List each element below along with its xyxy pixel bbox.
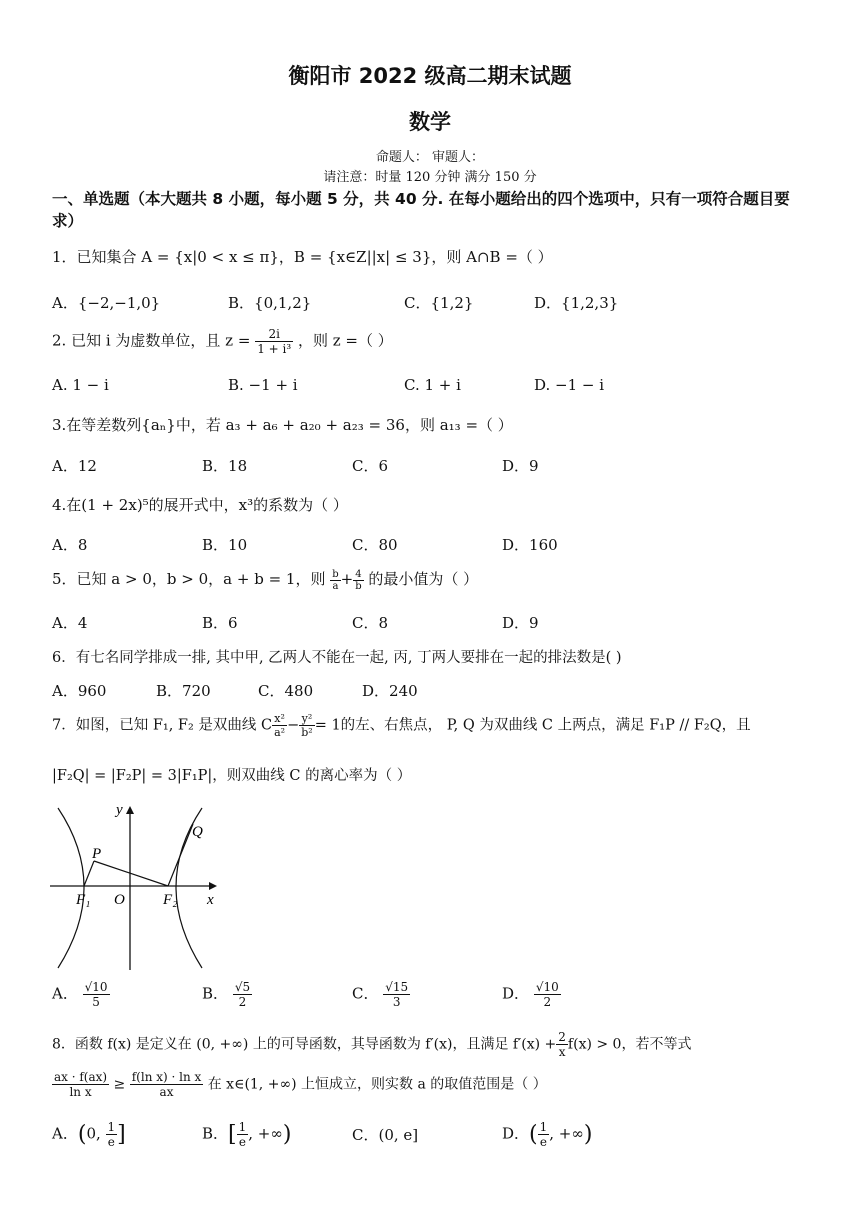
q8-b-fraction	[237, 1120, 249, 1149]
q8-frac-c-num: f(ln x) · ln x	[131, 1070, 202, 1084]
q2-option-a[interactable]: A. 1 − i	[52, 376, 109, 394]
q5-stem-post: 的最小值为（ ）	[368, 570, 479, 588]
q7-fraction-1	[272, 712, 287, 739]
q8-line1-post: f(x) > 0，若不等式	[567, 1036, 692, 1053]
exam-title: 衡阳市 2022 级高二期末试题	[288, 64, 572, 88]
q7-option-a[interactable]	[52, 980, 110, 1009]
label-x: x	[207, 892, 214, 908]
label-y: y	[116, 802, 123, 818]
q4-option-d[interactable]: D．160	[502, 536, 558, 554]
q2-stem-post: ，则 z =（ ）	[297, 331, 393, 350]
q8-a-letter: A．	[52, 1124, 78, 1143]
notice-line: 请注意：时量 120 分钟 满分 150 分	[323, 170, 537, 185]
question-3-stem: 3.在等差数列{aₙ}中，若 a₃ + a₆ + a₂₀ + a₂₃ = 36，则 a₁₃ =（ ）	[52, 416, 513, 434]
q8-frac-a	[556, 1030, 568, 1059]
q7-a-den: 5	[92, 995, 100, 1009]
q1-option-b[interactable]: B．{0,1,2}	[228, 294, 312, 312]
q7-a-letter: A．	[52, 984, 78, 1003]
q8-option-c[interactable]	[352, 1124, 418, 1145]
q3-option-d[interactable]: D．9	[502, 457, 539, 475]
q8-b-num: 1	[238, 1120, 247, 1134]
label-f1: F₁	[76, 892, 91, 908]
q3-option-a[interactable]: A．12	[52, 457, 97, 475]
question-8-stem-line2	[52, 1070, 547, 1099]
q2-frac-den: 1 + i³	[257, 342, 292, 356]
q8-a-num: 1	[107, 1120, 116, 1134]
q8-option-a[interactable]	[52, 1120, 126, 1149]
q8-option-d[interactable]	[502, 1120, 592, 1149]
q8-frac-c	[130, 1070, 204, 1099]
q5-option-b[interactable]: B．6	[202, 614, 238, 632]
question-4-stem: 4.在(1 + 2x)⁵的展开式中，x³的系数为（ ）	[52, 496, 348, 514]
q8-frac-b-num: ax · f(ax)	[54, 1070, 108, 1084]
q3-option-c[interactable]: C．6	[352, 457, 389, 475]
q6-option-a[interactable]: A．960	[52, 682, 107, 700]
authors-line: 命题人： 审题人：	[375, 150, 485, 165]
label-f2: F₂	[163, 892, 178, 908]
q8-line1-pre: 8．函数 f(x) 是定义在 (0, +∞) 上的可导函数，其导函数为 f′(x)，且满足 f′(x) +	[52, 1036, 557, 1053]
question-5-stem	[52, 568, 478, 592]
q5-stem-pre: 5．已知 a > 0，b > 0，a + b = 1，则	[52, 570, 326, 588]
q8-d-right-bracket: )	[583, 1122, 593, 1147]
hyperbola-left-branch	[58, 808, 84, 968]
question-1-stem: 1．已知集合 A = {x|0 < x ≤ π}，B = {x∈Z||x| ≤ 3}，则 A∩B =（ ）	[52, 248, 553, 266]
question-7-stem-line2: |F₂Q| = |F₂P| = 3|F₁P|，则双曲线 C 的离心率为（ ）	[52, 768, 412, 784]
q7-option-b[interactable]	[202, 980, 252, 1009]
segment-f2q	[168, 824, 193, 886]
q8-b-left-bracket: [	[228, 1122, 237, 1147]
label-p: P	[92, 846, 102, 862]
question-2-stem	[52, 327, 393, 356]
q7-c-letter: C．	[352, 984, 379, 1003]
q8-a-pre: 0,	[86, 1124, 106, 1143]
q4-option-c[interactable]: C．80	[352, 536, 398, 554]
y-axis-arrow	[126, 806, 134, 814]
q5-frac1-num: b	[332, 568, 339, 580]
q8-d-fraction	[538, 1120, 550, 1149]
q7-frac1-den: a²	[274, 726, 286, 739]
q7-a-fraction	[83, 980, 110, 1009]
q2-stem-pre: 2. 已知 i 为虚数单位，且 z =	[52, 331, 251, 350]
q8-frac-c-den: ax	[159, 1085, 174, 1099]
q1-option-a[interactable]: A．{−2,−1,0}	[52, 294, 161, 312]
q7-minus: −	[287, 717, 300, 734]
q7-frac2-num: y²	[299, 712, 314, 726]
q7-c-fraction	[383, 980, 410, 1009]
q8-d-letter: D．	[502, 1124, 530, 1143]
q6-option-c[interactable]: C．480	[258, 682, 314, 700]
q8-b-letter: B．	[202, 1124, 229, 1143]
q7-b-den: 2	[238, 995, 247, 1009]
q8-a-left-bracket: (	[77, 1122, 87, 1147]
segment-pf2	[94, 861, 168, 886]
q8-frac-b-den: ln x	[69, 1085, 92, 1099]
q7-d-num: √10	[535, 980, 559, 994]
q8-option-b[interactable]	[202, 1120, 291, 1149]
q7-d-letter: D．	[502, 984, 530, 1003]
q7-frac2-den: b²	[301, 726, 313, 739]
q8-a-den: e	[107, 1135, 115, 1149]
q7-b-fraction	[233, 980, 252, 1009]
q2-option-d[interactable]: D. −1 − i	[534, 376, 605, 394]
q7-stem-mid: = 1的左、右焦点， P, Q 为双曲线 C 上两点，满足 F₁P // F₂Q，且	[314, 717, 751, 734]
segment-f1p	[84, 861, 94, 886]
q8-c-text: (0, e]	[378, 1126, 419, 1144]
q8-c-letter: C．	[352, 1126, 379, 1144]
q8-d-post: , +∞	[549, 1124, 584, 1143]
q5-option-a[interactable]: A．4	[52, 614, 88, 632]
q8-frac-b	[52, 1070, 109, 1099]
q7-stem-pre: 7．如图，已知 F₁, F₂ 是双曲线 C	[52, 717, 273, 734]
q5-fraction-2	[353, 569, 363, 592]
question-8-stem-line1	[52, 1030, 691, 1059]
q8-d-num: 1	[539, 1120, 548, 1134]
q7-fraction-2	[299, 712, 314, 739]
section-heading: 一、单选题（本大题共 8 小题，每小题 5 分，共 40 分. 在每小题给出的四个选项中，只有一项符合题目要求）	[52, 190, 790, 230]
q2-fraction	[255, 327, 293, 356]
q2-option-b[interactable]: B. −1 + i	[228, 376, 298, 394]
q4-option-a[interactable]: A．8	[52, 536, 88, 554]
q5-frac2-den: b	[355, 580, 362, 592]
q1-option-c[interactable]: C．{1,2}	[404, 294, 474, 312]
question-7-stem	[52, 712, 751, 739]
label-origin: O	[114, 892, 125, 908]
x-axis-arrow	[209, 882, 217, 890]
q7-a-num: √10	[84, 980, 108, 994]
q5-frac2-num: 4	[353, 569, 363, 581]
q7-b-num: √5	[234, 980, 251, 994]
q6-option-d[interactable]: D．240	[362, 682, 418, 700]
q7-c-num: √15	[385, 980, 409, 994]
q8-frac-a-num: 2	[558, 1030, 566, 1044]
q6-option-b[interactable]: B．720	[156, 682, 211, 700]
q7-frac1-num: x²	[272, 712, 287, 726]
q8-d-den: e	[539, 1135, 547, 1149]
q4-option-b[interactable]: B．10	[202, 536, 248, 554]
q7-option-d[interactable]	[502, 980, 561, 1009]
q7-b-letter: B．	[202, 984, 229, 1003]
q5-option-c[interactable]: C．8	[352, 614, 389, 632]
q7-d-den: 2	[543, 995, 552, 1009]
label-q: Q	[192, 824, 203, 840]
q2-option-c[interactable]: C. 1 + i	[404, 376, 461, 394]
q8-a-fraction	[106, 1120, 118, 1149]
q7-d-fraction	[534, 980, 561, 1009]
hyperbola-figure	[50, 800, 230, 972]
q8-b-right-bracket: )	[282, 1122, 292, 1147]
q8-b-den: e	[238, 1135, 246, 1149]
q5-frac1-den: a	[332, 580, 339, 592]
question-6-stem: 6．有七名同学排成一排, 其中甲, 乙两人不能在一起, 丙, 丁两人要排在一起的排法数是( )	[52, 650, 622, 666]
q7-c-den: 3	[392, 995, 401, 1009]
q2-frac-num: 2i	[255, 327, 293, 342]
q5-fraction-1	[330, 569, 340, 592]
q8-frac-a-den: x	[558, 1045, 566, 1059]
q8-d-left-bracket: (	[529, 1122, 538, 1147]
q5-plus: +	[340, 570, 354, 588]
q1-option-d[interactable]: D．{1,2,3}	[534, 294, 619, 312]
q5-option-d[interactable]: D．9	[502, 614, 539, 632]
subject-title: 数学	[409, 110, 451, 134]
q3-option-b[interactable]: B．18	[202, 457, 248, 475]
q8-line2-post: 在 x∈(1, +∞) 上恒成立，则实数 a 的取值范围是（ ）	[207, 1076, 547, 1093]
q7-option-c[interactable]	[352, 980, 410, 1009]
q8-b-post: , +∞	[248, 1124, 283, 1143]
q8-geq: ≥	[113, 1076, 126, 1093]
q8-a-right-bracket: ]	[117, 1122, 126, 1147]
